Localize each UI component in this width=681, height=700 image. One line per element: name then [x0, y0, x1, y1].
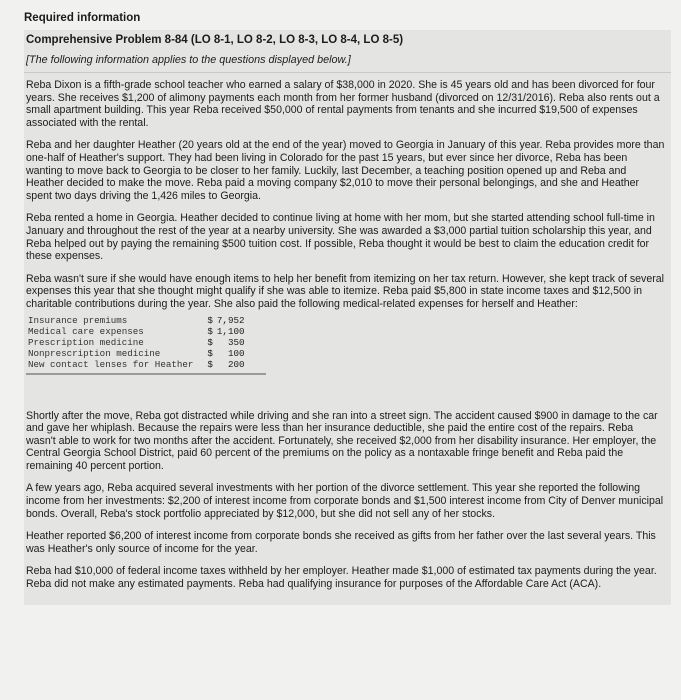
expense-label: Medical care expenses: [28, 325, 144, 337]
expense-currency: $: [207, 348, 213, 360]
paragraph-income: Reba Dixon is a fifth-grade school teacher who earned a salary of $38,000 in 2020. She is 45 years old and has been divorced for four years. She receives $1,200 of alimony payments each month from her former husband (divorced on 12/31/2016). Reba also rents out a small apartment building. This year Reba received $50,000 of rental payments from tenants and she incurred $19,500 of expenses associated with the rental.: [26, 79, 660, 129]
required-information-heading: Required information: [24, 12, 141, 24]
medical-expenses-table-wrap: [26, 315, 266, 375]
expense-label: New contact lenses for Heather: [28, 359, 194, 371]
problem-body: [24, 73, 671, 605]
expense-label: Nonprescription medicine: [28, 348, 161, 360]
expense-currency: $: [207, 336, 213, 348]
expense-currency: $: [207, 359, 213, 371]
info-note: [The following information applies to the questions displayed below.]: [24, 50, 671, 73]
table-row: [28, 315, 245, 326]
paragraph-move: Reba and her daughter Heather (20 years old at the end of the year) moved to Georgia in January of this year. Reba provides more than one-half of Heather's support. They had been living in Colorado for the past 15 years, but ever since her divorce, Reba has been wanting to move back to Georgia to be closer to her family. Luckily, last December, a teaching position opened up and Reba and Heather decided to make the move. Reba paid a moving company $2,010 to move their personal belongings, and she and Heather spent two days driving the 1,426 miles to Georgia.: [26, 139, 665, 202]
expense-amount: 100: [227, 348, 245, 360]
expense-amount: 7,952: [216, 314, 245, 326]
paragraph-withholding: Reba had $10,000 of federal income taxes withheld by her employer. Heather made $1,000 of estimated tax payments during the year. Reba did not make any estimated payments. Reba had qualifying insurance for purposes of the Affordable Care Act (ACA).: [26, 565, 657, 591]
expense-amount: 1,100: [216, 325, 245, 337]
paragraph-heather-income: Heather reported $6,200 of interest income from corporate bonds she received as gifts from her father over the last several years. This was Heather's only source of income for the year.: [26, 530, 656, 555]
expense-currency: $: [207, 325, 213, 337]
problem-title: Comprehensive Problem 8-84 (LO 8-1, LO 8-2, LO 8-3, LO 8-4, LO 8-5): [24, 30, 671, 50]
medical-expenses-table: [28, 315, 245, 371]
paragraph-education: Reba rented a home in Georgia. Heather decided to continue living at home with her mom, but she started attending school full-time in January and throughout the rest of the year at a nearby university. She was awarded a $3,000 partial tuition scholarship this year, and Reba helped out by paying the remaining $500 tuition cost. If possible, Reba thought it would be best to claim the education credit for these expenses.: [26, 212, 655, 263]
paragraph-accident: Shortly after the move, Reba got distracted while driving and she ran into a street sign. The accident caused $900 in damage to the car and gave her whiplash. Because the repairs were less than her insurance deductible, she paid the entire cost of the repairs. Reba wasn't able to work for two months after the accident. Fortunately, she received $2,000 from her disability insurance. Her employer, the Central Georgia School District, paid 60 percent of the premiums on the policy as a nontaxable fringe benefit and Reba paid the remaining 40 percent portion.: [26, 409, 658, 472]
paragraph-investments: A few years ago, Reba acquired several investments with her portion of the divorce settlement. This year she reported the following income from her investments: $2,200 of interest income from corporate bonds and $1,500 interest income from City of Denver municipal bonds. Overall, Reba's stock portfolio appreciated by $12,000, but she did not sell any of her stocks.: [26, 482, 664, 520]
expense-currency: $: [207, 314, 213, 326]
table-row: [28, 326, 245, 337]
table-row: [28, 348, 245, 359]
table-spacer: [26, 378, 665, 410]
expense-amount: 200: [227, 359, 245, 371]
table-row: [28, 359, 245, 370]
expense-amount: 350: [227, 336, 245, 348]
paragraph-itemizing: Reba wasn't sure if she would have enough items to help her benefit from itemizing on her tax return. However, she kept track of several expenses this year that she thought might qualify if she was able to itemize. Reba paid $5,800 in state income taxes and $12,500 in charitable contributions during the year. She also paid the following medical-related expenses for herself and Heather:: [26, 272, 664, 310]
expense-label: Insurance premiums: [28, 314, 128, 326]
table-row: [28, 337, 245, 348]
expense-label: Prescription medicine: [28, 336, 144, 348]
